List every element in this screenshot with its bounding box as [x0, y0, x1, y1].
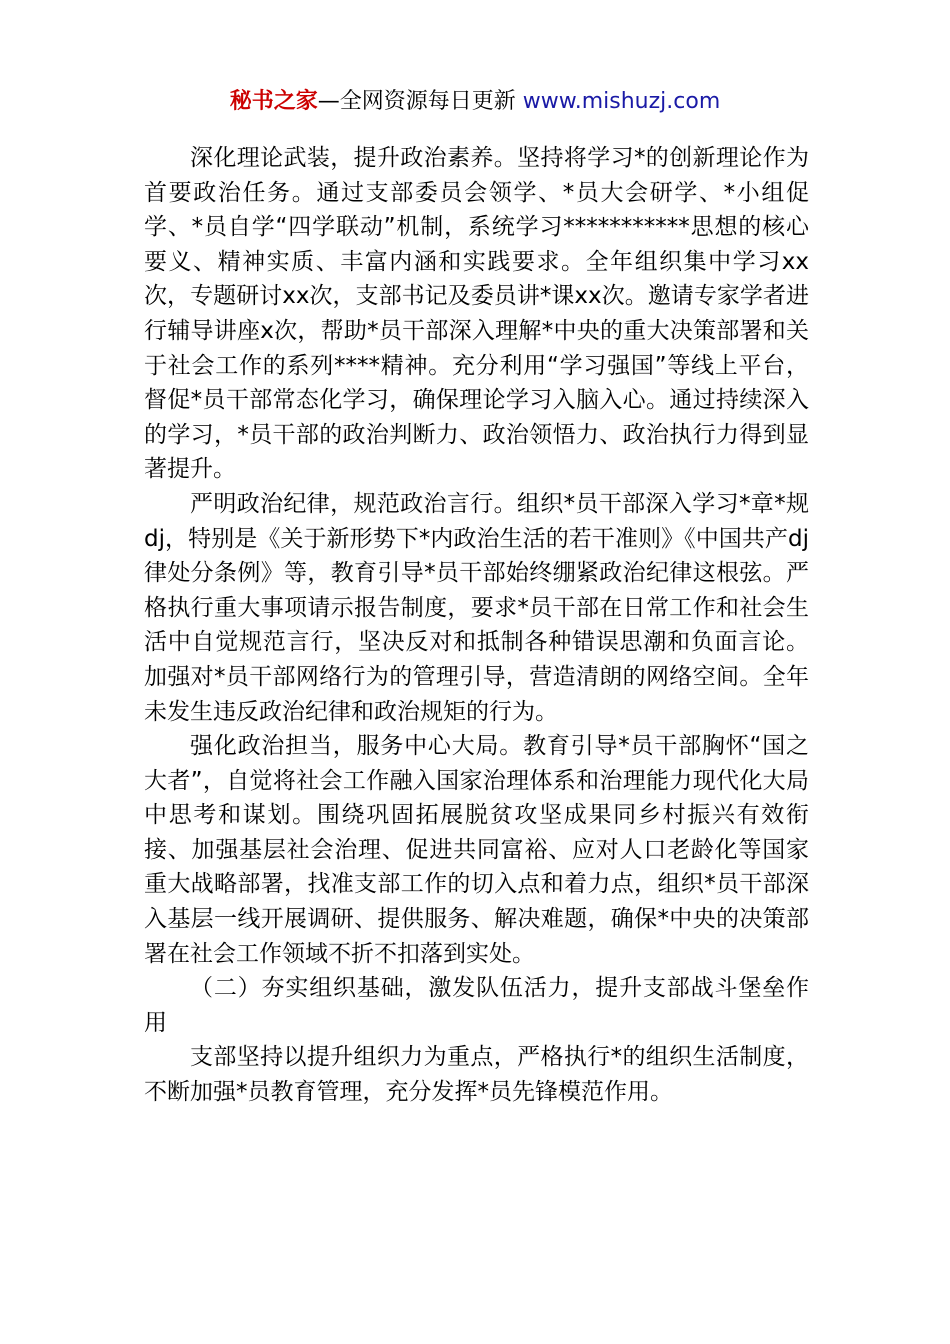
paragraph-political-discipline: 严明政治纪律，规范政治言行。组织*员干部深入学习*章*规dj，特别是《关于新形势下*内政治生活的若干准则》《中国共产dj律处分条例》等，教育引导*员干部始终绷紧政治纪律这根弦。严格执行重大事项请示报告制度，要求*员干部在日常工作和社会生活中自觉规范言行，坚决反对和抵制各种错误思潮和负面言论。加强对*员干部网络行为的管理引导，营造清朗的网络空间。全年未发生违反政治纪律和政治规矩的行为。 — [144, 490, 809, 725]
paragraph-organization-intro: 支部坚持以提升组织力为重点，严格执行*的组织生活制度，不断加强*员教育管理，充分发挥*员先锋模范作用。 — [144, 1044, 809, 1106]
document-body — [144, 141, 809, 1110]
site-tagline: —全网资源每日更新 — [317, 89, 523, 114]
site-url-link[interactable]: www.mishuzj.com — [522, 89, 721, 114]
paragraph-political-responsibility: 强化政治担当，服务中心大局。教育引导*员干部胸怀“国之大者”，自觉将社会工作融入国家治理体系和治理能力现代化大局中思考和谋划。围绕巩固拓展脱贫攻坚成果同乡村振兴有效衔接、加强基层社会治理、促进共同富裕、应对人口老龄化等国家重大战略部署，找准支部工作的切入点和着力点，组织*员干部深入基层一线开展调研、提供服务、解决难题，确保*中央的决策部署在社会工作领域不折不扣落到实处。 — [144, 733, 809, 967]
paragraph-theory-study: 深化理论武装，提升政治素养。坚持将学习*的创新理论作为首要政治任务。通过支部委员会领学、*员大会研学、*小组促学、*员自学“四学联动”机制，系统学习***********思想的核心要义、精神实质、丰富内涵和实践要求。全年组织集中学习xx次，专题研讨xx次，支部书记及委员讲*课xx次。邀请专家学者进行辅导讲座x次，帮助*员干部深入理解*中央的重大决策部署和关于社会工作的系列****精神。充分利用“学习强国”等线上平台，督促*员干部常态化学习，确保理论学习入脑入心。通过持续深入的学习，*员干部的政治判断力、政治领悟力、政治执行力得到显著提升。 — [144, 145, 809, 483]
section-heading-organization: （二）夯实组织基础，激发队伍活力，提升支部战斗堡垒作用 — [144, 975, 809, 1036]
site-header — [0, 86, 950, 118]
site-brand: 秘书之家 — [229, 89, 318, 114]
